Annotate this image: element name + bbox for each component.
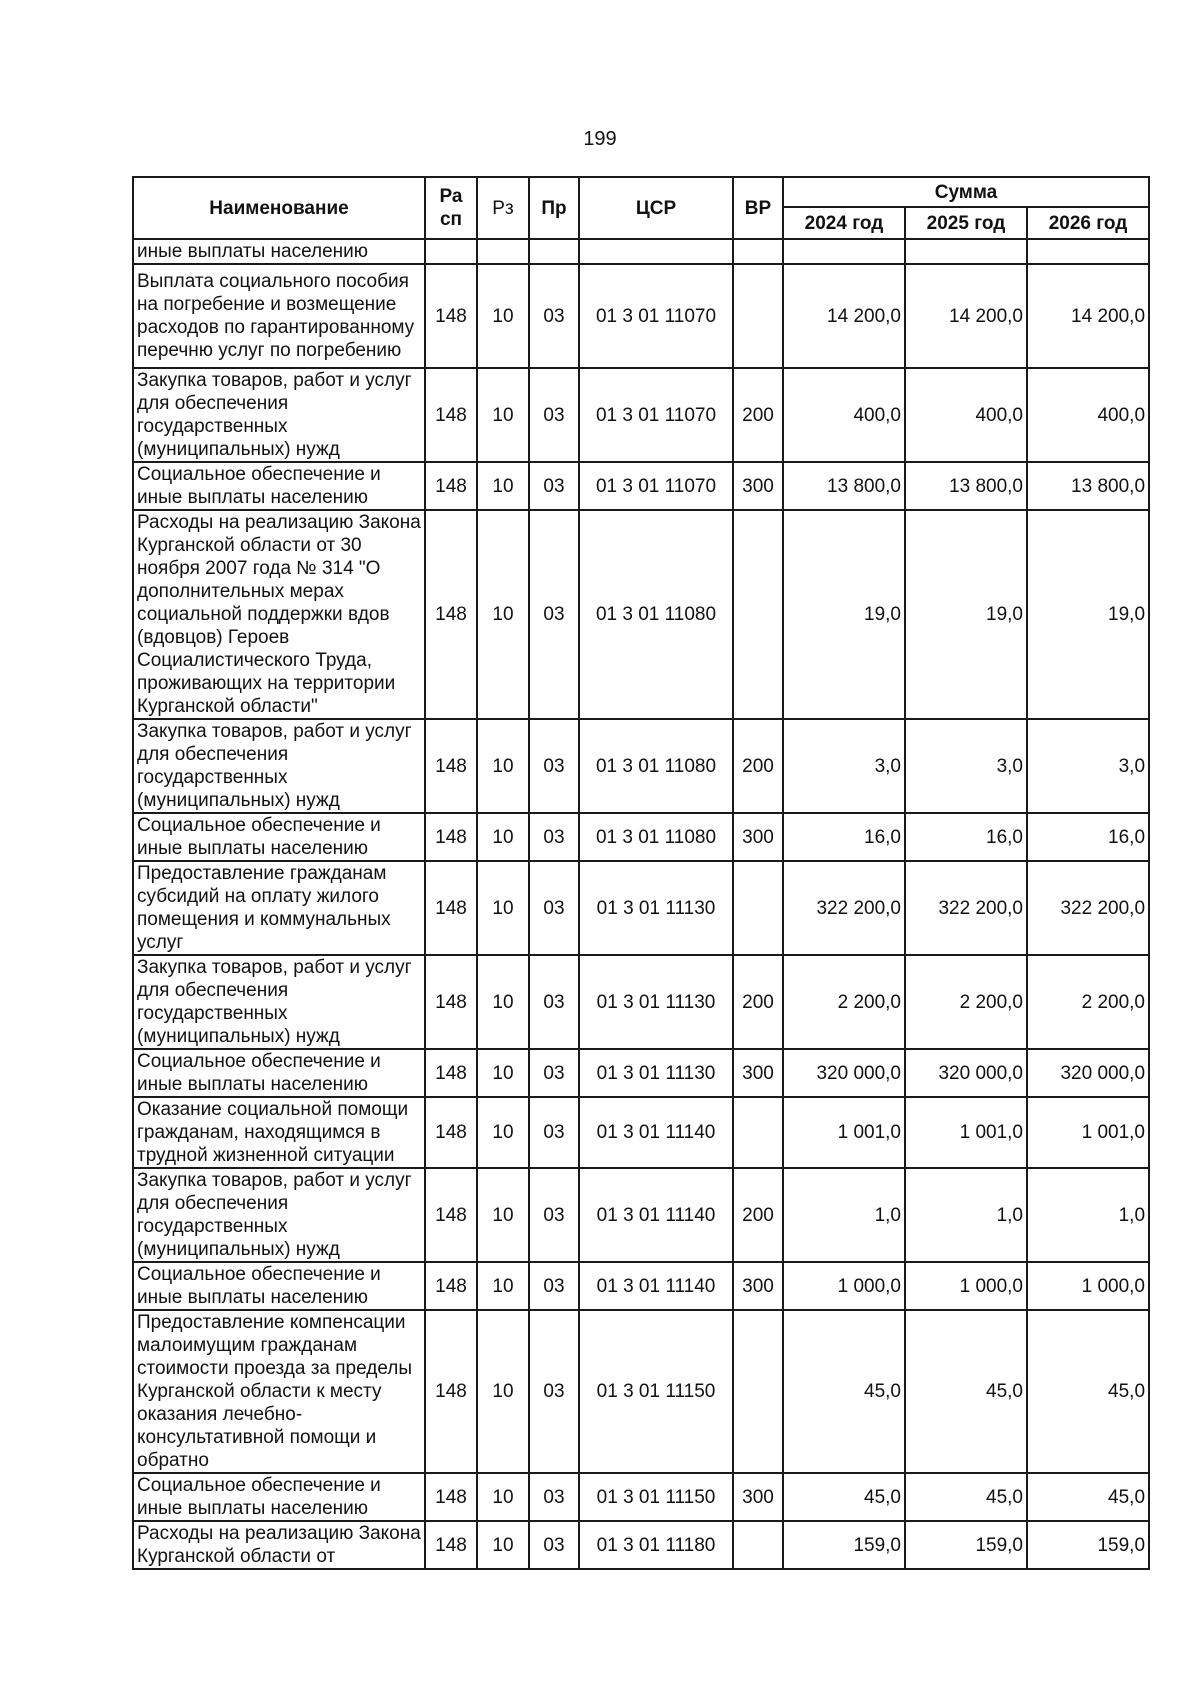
cell-csr: 01 3 01 11070 [579, 368, 733, 462]
cell-rz: 10 [477, 1097, 529, 1168]
cell-amount-2025: 322 200,0 [905, 861, 1027, 955]
cell-amount-2024: 1 000,0 [783, 1262, 905, 1310]
cell-pr: 03 [529, 510, 579, 719]
cell-rasp: 148 [425, 719, 477, 813]
col-header-vr: ВР [733, 177, 783, 239]
cell-csr: 01 3 01 11080 [579, 510, 733, 719]
cell-vr: 300 [733, 1049, 783, 1097]
cell-csr: 01 3 01 11150 [579, 1473, 733, 1521]
cell-rasp: 148 [425, 1262, 477, 1310]
cell-amount-2026: 14 200,0 [1027, 264, 1149, 368]
table-body [133, 239, 1149, 1569]
cell-rasp: 148 [425, 1049, 477, 1097]
cell-pr: 03 [529, 1310, 579, 1473]
cell-rasp: 148 [425, 1310, 477, 1473]
cell-amount-2024: 1 001,0 [783, 1097, 905, 1168]
table-row [133, 813, 1149, 861]
col-header-2026: 2026 год [1027, 207, 1149, 239]
cell-name: Выплата социального пособия на погребение и возмещение расходов по гарантированному перечню услуг по погребению [133, 264, 425, 368]
cell-pr: 03 [529, 1262, 579, 1310]
table-row [133, 1168, 1149, 1262]
cell-amount-2026: 1 001,0 [1027, 1097, 1149, 1168]
cell-amount-2025: 2 200,0 [905, 955, 1027, 1049]
cell-pr [529, 239, 579, 264]
cell-amount-2026: 320 000,0 [1027, 1049, 1149, 1097]
cell-name: Социальное обеспечение и иные выплаты населению [133, 1473, 425, 1521]
col-header-pr: Пр [529, 177, 579, 239]
cell-amount-2024 [783, 239, 905, 264]
cell-vr [733, 1310, 783, 1473]
cell-rz: 10 [477, 368, 529, 462]
cell-name: Социальное обеспечение и иные выплаты населению [133, 1049, 425, 1097]
cell-amount-2026: 1,0 [1027, 1168, 1149, 1262]
table-row [133, 955, 1149, 1049]
cell-csr: 01 3 01 11130 [579, 861, 733, 955]
cell-rasp [425, 239, 477, 264]
cell-name: иные выплаты населению [133, 239, 425, 264]
table-row [133, 368, 1149, 462]
cell-csr: 01 3 01 11080 [579, 719, 733, 813]
cell-amount-2024: 159,0 [783, 1521, 905, 1569]
cell-rz: 10 [477, 1262, 529, 1310]
cell-amount-2025: 3,0 [905, 719, 1027, 813]
cell-rz: 10 [477, 719, 529, 813]
cell-pr: 03 [529, 861, 579, 955]
cell-vr: 300 [733, 462, 783, 510]
cell-amount-2026: 322 200,0 [1027, 861, 1149, 955]
cell-amount-2024: 19,0 [783, 510, 905, 719]
col-header-2025: 2025 год [905, 207, 1027, 239]
table-row [133, 1521, 1149, 1569]
cell-rasp: 148 [425, 955, 477, 1049]
cell-amount-2024: 14 200,0 [783, 264, 905, 368]
cell-rasp: 148 [425, 861, 477, 955]
cell-amount-2026: 19,0 [1027, 510, 1149, 719]
cell-rz: 10 [477, 861, 529, 955]
table-row [133, 861, 1149, 955]
cell-csr: 01 3 01 11070 [579, 264, 733, 368]
table-row [133, 1097, 1149, 1168]
cell-rasp: 148 [425, 462, 477, 510]
cell-csr: 01 3 01 11180 [579, 1521, 733, 1569]
cell-amount-2026: 159,0 [1027, 1521, 1149, 1569]
cell-rz: 10 [477, 1310, 529, 1473]
cell-vr: 300 [733, 813, 783, 861]
cell-amount-2024: 1,0 [783, 1168, 905, 1262]
cell-amount-2024: 3,0 [783, 719, 905, 813]
cell-pr: 03 [529, 264, 579, 368]
table-row [133, 239, 1149, 264]
cell-vr [733, 239, 783, 264]
cell-name: Закупка товаров, работ и услуг для обеспечения государственных (муниципальных) нужд [133, 368, 425, 462]
col-header-rasp: Ра сп [425, 177, 477, 239]
cell-amount-2026: 1 000,0 [1027, 1262, 1149, 1310]
cell-pr: 03 [529, 462, 579, 510]
table-row [133, 1473, 1149, 1521]
cell-amount-2026 [1027, 239, 1149, 264]
cell-csr: 01 3 01 11070 [579, 462, 733, 510]
cell-amount-2024: 2 200,0 [783, 955, 905, 1049]
cell-rasp: 148 [425, 1168, 477, 1262]
cell-pr: 03 [529, 368, 579, 462]
table-row [133, 719, 1149, 813]
table-row [133, 264, 1149, 368]
cell-rasp: 148 [425, 368, 477, 462]
cell-amount-2025: 1,0 [905, 1168, 1027, 1262]
cell-name: Оказание социальной помощи гражданам, находящимся в трудной жизненной ситуации [133, 1097, 425, 1168]
table-row [133, 1049, 1149, 1097]
cell-name: Закупка товаров, работ и услуг для обеспечения государственных (муниципальных) нужд [133, 719, 425, 813]
cell-vr: 300 [733, 1262, 783, 1310]
table-row [133, 1262, 1149, 1310]
cell-amount-2026: 45,0 [1027, 1473, 1149, 1521]
col-header-2024: 2024 год [783, 207, 905, 239]
col-header-rz: Рз [477, 177, 529, 239]
budget-table [132, 176, 1150, 1570]
col-header-csr: ЦСР [579, 177, 733, 239]
cell-amount-2024: 45,0 [783, 1473, 905, 1521]
cell-vr [733, 510, 783, 719]
cell-amount-2024: 320 000,0 [783, 1049, 905, 1097]
cell-name: Предоставление компенсации малоимущим гражданам стоимости проезда за пределы Курганской области к месту оказания лечебно-консультативной помощи и обратно [133, 1310, 425, 1473]
cell-name: Социальное обеспечение и иные выплаты населению [133, 1262, 425, 1310]
cell-vr [733, 1521, 783, 1569]
cell-csr: 01 3 01 11140 [579, 1097, 733, 1168]
cell-pr: 03 [529, 813, 579, 861]
cell-amount-2026: 2 200,0 [1027, 955, 1149, 1049]
table-row [133, 462, 1149, 510]
cell-amount-2025: 320 000,0 [905, 1049, 1027, 1097]
cell-rz: 10 [477, 813, 529, 861]
cell-vr: 200 [733, 719, 783, 813]
cell-csr: 01 3 01 11140 [579, 1168, 733, 1262]
cell-rasp: 148 [425, 1097, 477, 1168]
cell-csr: 01 3 01 11130 [579, 1049, 733, 1097]
cell-rasp: 148 [425, 1473, 477, 1521]
table-header [133, 177, 1149, 239]
cell-csr: 01 3 01 11080 [579, 813, 733, 861]
cell-vr: 300 [733, 1473, 783, 1521]
table-row [133, 510, 1149, 719]
cell-amount-2024: 16,0 [783, 813, 905, 861]
cell-pr: 03 [529, 1473, 579, 1521]
table-row [133, 1310, 1149, 1473]
cell-amount-2025: 1 000,0 [905, 1262, 1027, 1310]
col-header-name: Наименование [133, 177, 425, 239]
cell-pr: 03 [529, 719, 579, 813]
cell-amount-2025: 13 800,0 [905, 462, 1027, 510]
cell-vr: 200 [733, 368, 783, 462]
cell-amount-2025: 45,0 [905, 1310, 1027, 1473]
cell-name: Закупка товаров, работ и услуг для обеспечения государственных (муниципальных) нужд [133, 1168, 425, 1262]
cell-vr: 200 [733, 955, 783, 1049]
cell-amount-2026: 45,0 [1027, 1310, 1149, 1473]
cell-name: Социальное обеспечение и иные выплаты населению [133, 813, 425, 861]
cell-rz: 10 [477, 1049, 529, 1097]
cell-amount-2024: 400,0 [783, 368, 905, 462]
cell-rz: 10 [477, 510, 529, 719]
cell-rz: 10 [477, 1521, 529, 1569]
cell-amount-2025 [905, 239, 1027, 264]
cell-rasp: 148 [425, 813, 477, 861]
cell-name: Предоставление гражданам субсидий на оплату жилого помещения и коммунальных услуг [133, 861, 425, 955]
cell-vr [733, 264, 783, 368]
cell-pr: 03 [529, 955, 579, 1049]
cell-amount-2025: 19,0 [905, 510, 1027, 719]
cell-rz: 10 [477, 1473, 529, 1521]
cell-rz: 10 [477, 955, 529, 1049]
cell-rasp: 148 [425, 1521, 477, 1569]
cell-amount-2025: 400,0 [905, 368, 1027, 462]
cell-pr: 03 [529, 1521, 579, 1569]
cell-amount-2026: 400,0 [1027, 368, 1149, 462]
cell-amount-2026: 16,0 [1027, 813, 1149, 861]
cell-rz: 10 [477, 1168, 529, 1262]
cell-name: Социальное обеспечение и иные выплаты населению [133, 462, 425, 510]
cell-amount-2024: 322 200,0 [783, 861, 905, 955]
cell-csr: 01 3 01 11150 [579, 1310, 733, 1473]
cell-name: Закупка товаров, работ и услуг для обеспечения государственных (муниципальных) нужд [133, 955, 425, 1049]
col-header-sum: Сумма [783, 177, 1149, 207]
cell-amount-2026: 3,0 [1027, 719, 1149, 813]
cell-rasp: 148 [425, 510, 477, 719]
cell-amount-2024: 13 800,0 [783, 462, 905, 510]
cell-vr [733, 1097, 783, 1168]
cell-vr: 200 [733, 1168, 783, 1262]
cell-csr: 01 3 01 11140 [579, 1262, 733, 1310]
cell-amount-2026: 13 800,0 [1027, 462, 1149, 510]
cell-vr [733, 861, 783, 955]
cell-amount-2025: 1 001,0 [905, 1097, 1027, 1168]
cell-pr: 03 [529, 1168, 579, 1262]
cell-amount-2025: 16,0 [905, 813, 1027, 861]
cell-rasp: 148 [425, 264, 477, 368]
page-number: 199 [583, 128, 617, 150]
cell-amount-2025: 45,0 [905, 1473, 1027, 1521]
cell-rz: 10 [477, 462, 529, 510]
cell-pr: 03 [529, 1097, 579, 1168]
cell-amount-2025: 159,0 [905, 1521, 1027, 1569]
cell-amount-2025: 14 200,0 [905, 264, 1027, 368]
cell-csr [579, 239, 733, 264]
cell-rz: 10 [477, 264, 529, 368]
cell-name: Расходы на реализацию Закона Курганской области от 30 ноября 2007 года № 314 "О дополнительных мерах социальной поддержки вдов (вдовцов) Героев Социалистического Труда, проживающих на территории Курганской области" [133, 510, 425, 719]
cell-csr: 01 3 01 11130 [579, 955, 733, 1049]
cell-name: Расходы на реализацию Закона Курганской области от [133, 1521, 425, 1569]
cell-amount-2024: 45,0 [783, 1310, 905, 1473]
cell-rz [477, 239, 529, 264]
cell-pr: 03 [529, 1049, 579, 1097]
